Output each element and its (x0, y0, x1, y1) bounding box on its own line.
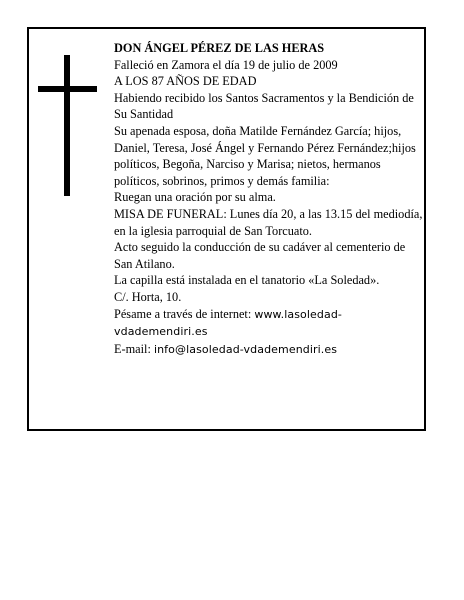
condolence-line (114, 306, 424, 341)
age-line: A LOS 87 AÑOS DE EDAD (114, 74, 257, 89)
burial-line: Acto seguido la conducción de su cadáver al cementerio de San Atilano. (114, 240, 406, 271)
chapel-line: La capilla está instalada en el tanatorio «La Soledad». (114, 273, 380, 288)
prayer-line: Ruegan una oración por su alma. (114, 190, 276, 205)
cross-vertical-bar (64, 55, 70, 196)
condolence-website-part1[interactable]: www.lasoledad- (254, 307, 342, 321)
address-line: C/. Horta, 10. (114, 289, 182, 304)
death-date-line: Falleció en Zamora el día 19 de julio de 2009 (114, 57, 338, 72)
email-address[interactable]: info@lasoledad-vdademendiri.es (153, 342, 338, 356)
email-prefix: E-mail: (114, 341, 154, 356)
family-line: Su apenada esposa, doña Matilde Fernández García; hijos, Daniel, Teresa, José Ángel y Fernando Pérez Fernández;hijos políticos, Begoña, Narciso y Marisa; nietos, hermanos políticos, sobrinos, primos y demás familia: (114, 123, 416, 188)
deceased-name: DON ÁNGEL PÉREZ DE LAS HERAS (114, 41, 325, 55)
cross-horizontal-bar (38, 86, 97, 92)
condolence-prefix: Pésame a través de internet: (114, 306, 255, 321)
condolence-website-part2[interactable]: vdademendiri.es (114, 325, 208, 339)
obituary-text (114, 40, 424, 358)
funeral-line: MISA DE FUNERAL: Lunes día 20, a las 13.15 del mediodía, en la iglesia parroquial de San Torcuato. (114, 206, 423, 238)
sacraments-line: Habiendo recibido los Santos Sacramentos y la Bendición de Su Santidad (114, 90, 414, 122)
email-line (114, 341, 424, 359)
